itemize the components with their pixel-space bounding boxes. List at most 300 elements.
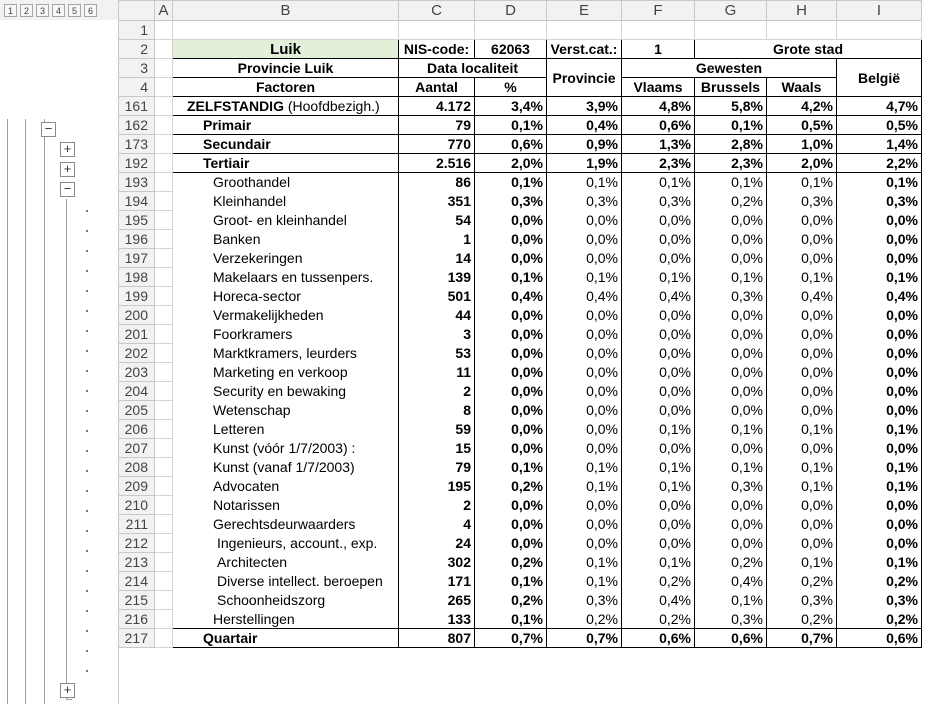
brussels-cell[interactable]: 0,1% — [695, 173, 767, 192]
factor-label-cell[interactable] — [173, 116, 399, 135]
cell[interactable] — [155, 344, 173, 363]
belgie-cell[interactable]: 0,0% — [837, 496, 922, 515]
vlaams-cell[interactable]: 0,6% — [622, 629, 695, 648]
waals-cell[interactable]: 0,3% — [767, 591, 837, 610]
waals-cell[interactable]: 0,0% — [767, 211, 837, 230]
factor-label-cell[interactable] — [173, 344, 399, 363]
vlaams-cell[interactable]: 0,1% — [622, 458, 695, 477]
factor-label-cell[interactable] — [173, 496, 399, 515]
row-header[interactable]: 206 — [119, 420, 155, 439]
belgie-cell[interactable]: 0,1% — [837, 173, 922, 192]
cell[interactable] — [155, 287, 173, 306]
cell[interactable] — [155, 629, 173, 648]
waals-cell[interactable]: 0,0% — [767, 344, 837, 363]
aantal-cell[interactable]: 86 — [399, 173, 475, 192]
column-header-i[interactable]: I — [837, 1, 922, 21]
vlaams-cell[interactable]: 0,0% — [622, 439, 695, 458]
expand-group-162-button[interactable]: + — [60, 142, 75, 157]
factor-label-cell[interactable] — [173, 610, 399, 629]
cell[interactable] — [173, 21, 399, 40]
brussels-cell[interactable]: 0,3% — [695, 477, 767, 496]
waals-cell[interactable]: 0,5% — [767, 116, 837, 135]
belgie-cell[interactable]: 0,6% — [837, 629, 922, 648]
factor-label-cell[interactable] — [173, 401, 399, 420]
outline-level-6-button[interactable]: 6 — [84, 4, 97, 17]
column-header-h[interactable]: H — [767, 1, 837, 21]
percent-cell[interactable]: 0,0% — [475, 439, 547, 458]
aantal-cell[interactable]: 3 — [399, 325, 475, 344]
percent-cell[interactable]: 0,2% — [475, 477, 547, 496]
cell[interactable] — [155, 97, 173, 116]
column-header-a[interactable]: A — [155, 1, 173, 21]
brussels-cell[interactable]: 0,1% — [695, 116, 767, 135]
belgie-cell[interactable]: 0,0% — [837, 534, 922, 553]
outline-level-3-button[interactable]: 3 — [36, 4, 49, 17]
verst-cat-label-cell[interactable]: Verst.cat.: — [547, 40, 622, 59]
column-header-d[interactable]: D — [475, 1, 547, 21]
cell[interactable] — [155, 610, 173, 629]
waals-cell[interactable]: 0,4% — [767, 287, 837, 306]
row-header[interactable]: 205 — [119, 401, 155, 420]
factor-label-cell[interactable] — [173, 534, 399, 553]
factor-label-cell[interactable] — [173, 515, 399, 534]
belgie-cell[interactable]: 0,0% — [837, 363, 922, 382]
percent-cell[interactable]: 0,0% — [475, 401, 547, 420]
provincie-cell[interactable]: 0,0% — [547, 325, 622, 344]
row-header[interactable]: 204 — [119, 382, 155, 401]
waals-cell[interactable]: 1,0% — [767, 135, 837, 154]
brussels-cell[interactable]: 0,0% — [695, 249, 767, 268]
brussels-cell[interactable]: 0,0% — [695, 401, 767, 420]
vlaams-cell[interactable]: 0,0% — [622, 230, 695, 249]
cell[interactable] — [155, 496, 173, 515]
row-header[interactable]: 217 — [119, 629, 155, 648]
row-header[interactable]: 199 — [119, 287, 155, 306]
percent-cell[interactable]: 0,0% — [475, 249, 547, 268]
column-header-f[interactable]: F — [622, 1, 695, 21]
percent-cell[interactable]: 0,0% — [475, 344, 547, 363]
belgie-cell[interactable]: 0,0% — [837, 230, 922, 249]
cell[interactable] — [155, 591, 173, 610]
row-header[interactable]: 209 — [119, 477, 155, 496]
provincie-cell[interactable]: 0,0% — [547, 211, 622, 230]
waals-cell[interactable]: 0,1% — [767, 477, 837, 496]
municipality-title-cell[interactable]: Luik — [173, 40, 399, 59]
belgie-cell[interactable]: 0,0% — [837, 401, 922, 420]
aantal-cell[interactable]: 4 — [399, 515, 475, 534]
vlaams-cell[interactable]: 0,1% — [622, 268, 695, 287]
brussels-header-cell[interactable]: Brussels — [695, 78, 767, 97]
cell[interactable] — [155, 572, 173, 591]
factor-label-cell[interactable] — [173, 211, 399, 230]
row-header[interactable]: 211 — [119, 515, 155, 534]
belgie-cell[interactable]: 0,1% — [837, 553, 922, 572]
brussels-cell[interactable]: 0,0% — [695, 382, 767, 401]
aantal-cell[interactable]: 139 — [399, 268, 475, 287]
provincie-cell[interactable]: 0,1% — [547, 553, 622, 572]
factor-label-cell[interactable] — [173, 629, 399, 648]
waals-cell[interactable]: 0,0% — [767, 325, 837, 344]
cell[interactable] — [695, 21, 767, 40]
cell[interactable] — [155, 306, 173, 325]
vlaams-cell[interactable]: 0,2% — [622, 610, 695, 629]
waals-cell[interactable]: 0,0% — [767, 363, 837, 382]
provincie-cell[interactable]: 0,1% — [547, 477, 622, 496]
vlaams-cell[interactable]: 0,0% — [622, 211, 695, 230]
percent-cell[interactable]: 3,4% — [475, 97, 547, 116]
brussels-cell[interactable]: 2,8% — [695, 135, 767, 154]
cell[interactable] — [155, 211, 173, 230]
cell[interactable] — [399, 21, 475, 40]
gewesten-header-cell[interactable]: Gewesten — [622, 59, 837, 78]
belgie-cell[interactable]: 1,4% — [837, 135, 922, 154]
brussels-cell[interactable]: 0,1% — [695, 268, 767, 287]
belgie-cell[interactable]: 0,0% — [837, 325, 922, 344]
factor-label-cell[interactable] — [173, 325, 399, 344]
row-header[interactable]: 161 — [119, 97, 155, 116]
waals-cell[interactable]: 0,3% — [767, 192, 837, 211]
percent-cell[interactable]: 0,0% — [475, 534, 547, 553]
outline-level-2-button[interactable]: 2 — [20, 4, 33, 17]
belgie-cell[interactable]: 0,0% — [837, 344, 922, 363]
cell[interactable] — [155, 401, 173, 420]
brussels-cell[interactable]: 0,0% — [695, 325, 767, 344]
aantal-cell[interactable]: 8 — [399, 401, 475, 420]
percent-cell[interactable]: 0,2% — [475, 553, 547, 572]
aantal-cell[interactable]: 351 — [399, 192, 475, 211]
column-header-g[interactable]: G — [695, 1, 767, 21]
waals-cell[interactable]: 4,2% — [767, 97, 837, 116]
aantal-cell[interactable]: 770 — [399, 135, 475, 154]
factor-label-cell[interactable] — [173, 268, 399, 287]
factor-label-cell[interactable] — [173, 572, 399, 591]
cell[interactable] — [155, 439, 173, 458]
cell[interactable] — [837, 21, 922, 40]
belgie-cell[interactable]: 0,3% — [837, 192, 922, 211]
belgie-header-cell[interactable]: België — [837, 59, 922, 97]
percent-cell[interactable]: 0,0% — [475, 363, 547, 382]
waals-cell[interactable]: 0,0% — [767, 382, 837, 401]
select-all-corner[interactable] — [119, 1, 155, 21]
percent-cell[interactable]: 0,1% — [475, 572, 547, 591]
vlaams-cell[interactable]: 0,0% — [622, 496, 695, 515]
factoren-header-cell[interactable]: Factoren — [173, 78, 399, 97]
brussels-cell[interactable]: 0,0% — [695, 534, 767, 553]
cell[interactable] — [155, 420, 173, 439]
factor-label-cell[interactable] — [173, 553, 399, 572]
aantal-cell[interactable]: 2.516 — [399, 154, 475, 173]
factor-label-cell[interactable] — [173, 420, 399, 439]
aantal-cell[interactable]: 44 — [399, 306, 475, 325]
factor-label-cell[interactable] — [173, 306, 399, 325]
provincie-cell[interactable]: 1,9% — [547, 154, 622, 173]
row-header[interactable]: 200 — [119, 306, 155, 325]
row-header[interactable]: 173 — [119, 135, 155, 154]
percent-cell[interactable]: 0,3% — [475, 192, 547, 211]
brussels-cell[interactable]: 0,1% — [695, 458, 767, 477]
vlaams-cell[interactable]: 0,4% — [622, 287, 695, 306]
brussels-cell[interactable]: 0,1% — [695, 591, 767, 610]
aantal-cell[interactable]: 54 — [399, 211, 475, 230]
outline-level-4-button[interactable]: 4 — [52, 4, 65, 17]
cell[interactable] — [155, 325, 173, 344]
cell[interactable] — [155, 268, 173, 287]
cell[interactable] — [155, 515, 173, 534]
provincie-cell[interactable]: 0,0% — [547, 496, 622, 515]
aantal-cell[interactable]: 24 — [399, 534, 475, 553]
row-header[interactable]: 195 — [119, 211, 155, 230]
vlaams-cell[interactable]: 0,0% — [622, 344, 695, 363]
waals-cell[interactable]: 0,0% — [767, 515, 837, 534]
brussels-cell[interactable]: 0,0% — [695, 306, 767, 325]
aantal-cell[interactable]: 79 — [399, 116, 475, 135]
percent-cell[interactable]: 0,0% — [475, 496, 547, 515]
factor-label-cell[interactable] — [173, 192, 399, 211]
outline-level-1-button[interactable]: 1 — [4, 4, 17, 17]
provincie-cell[interactable]: 0,7% — [547, 629, 622, 648]
aantal-cell[interactable]: 11 — [399, 363, 475, 382]
vlaams-cell[interactable]: 0,0% — [622, 325, 695, 344]
brussels-cell[interactable]: 0,3% — [695, 287, 767, 306]
factor-label-cell[interactable] — [173, 97, 399, 116]
cell[interactable] — [155, 40, 173, 59]
waals-cell[interactable]: 0,2% — [767, 610, 837, 629]
belgie-cell[interactable]: 0,0% — [837, 249, 922, 268]
belgie-cell[interactable]: 0,1% — [837, 268, 922, 287]
vlaams-cell[interactable]: 0,3% — [622, 192, 695, 211]
cell[interactable] — [767, 21, 837, 40]
cell[interactable] — [155, 249, 173, 268]
provincie-cell[interactable]: 3,9% — [547, 97, 622, 116]
belgie-cell[interactable]: 0,3% — [837, 591, 922, 610]
waals-cell[interactable]: 0,1% — [767, 173, 837, 192]
percent-cell[interactable]: 2,0% — [475, 154, 547, 173]
percent-header-cell[interactable]: % — [475, 78, 547, 97]
provincie-cell[interactable]: 0,1% — [547, 458, 622, 477]
aantal-cell[interactable]: 14 — [399, 249, 475, 268]
aantal-cell[interactable]: 133 — [399, 610, 475, 629]
provincie-cell[interactable]: 0,1% — [547, 268, 622, 287]
provincie-cell[interactable]: 0,9% — [547, 135, 622, 154]
waals-cell[interactable]: 0,0% — [767, 534, 837, 553]
outline-level-5-button[interactable]: 5 — [68, 4, 81, 17]
belgie-cell[interactable]: 0,0% — [837, 382, 922, 401]
cell[interactable] — [155, 458, 173, 477]
vlaams-cell[interactable]: 0,0% — [622, 306, 695, 325]
factor-label-cell[interactable] — [173, 363, 399, 382]
belgie-cell[interactable]: 0,1% — [837, 420, 922, 439]
waals-cell[interactable]: 2,0% — [767, 154, 837, 173]
factor-label-cell[interactable] — [173, 439, 399, 458]
row-header[interactable]: 196 — [119, 230, 155, 249]
waals-header-cell[interactable]: Waals — [767, 78, 837, 97]
brussels-cell[interactable]: 5,8% — [695, 97, 767, 116]
factor-label-cell[interactable] — [173, 230, 399, 249]
brussels-cell[interactable]: 0,2% — [695, 553, 767, 572]
belgie-cell[interactable]: 2,2% — [837, 154, 922, 173]
cell[interactable] — [155, 59, 173, 78]
column-header-e[interactable]: E — [547, 1, 622, 21]
brussels-cell[interactable]: 0,1% — [695, 420, 767, 439]
belgie-cell[interactable]: 0,0% — [837, 515, 922, 534]
brussels-cell[interactable]: 0,0% — [695, 439, 767, 458]
vlaams-cell[interactable]: 0,0% — [622, 382, 695, 401]
vlaams-cell[interactable]: 0,0% — [622, 515, 695, 534]
brussels-cell[interactable]: 0,0% — [695, 515, 767, 534]
provincie-cell[interactable]: 0,0% — [547, 515, 622, 534]
belgie-cell[interactable]: 0,1% — [837, 477, 922, 496]
waals-cell[interactable]: 0,0% — [767, 401, 837, 420]
percent-cell[interactable]: 0,7% — [475, 629, 547, 648]
nis-code-value-cell[interactable]: 62063 — [475, 40, 547, 59]
aantal-cell[interactable]: 171 — [399, 572, 475, 591]
provincie-cell[interactable]: 0,0% — [547, 306, 622, 325]
brussels-cell[interactable]: 0,0% — [695, 344, 767, 363]
data-localiteit-header-cell[interactable]: Data localiteit — [399, 59, 547, 78]
belgie-cell[interactable]: 0,2% — [837, 572, 922, 591]
vlaams-header-cell[interactable]: Vlaams — [622, 78, 695, 97]
cell[interactable] — [155, 21, 173, 40]
percent-cell[interactable]: 0,0% — [475, 325, 547, 344]
vlaams-cell[interactable]: 0,1% — [622, 553, 695, 572]
aantal-cell[interactable]: 195 — [399, 477, 475, 496]
row-header[interactable]: 213 — [119, 553, 155, 572]
row-header[interactable]: 207 — [119, 439, 155, 458]
aantal-cell[interactable]: 4.172 — [399, 97, 475, 116]
cell[interactable] — [155, 230, 173, 249]
cell[interactable] — [547, 21, 622, 40]
provincie-cell[interactable]: 0,3% — [547, 192, 622, 211]
provincie-header-cell[interactable]: Provincie — [547, 59, 622, 97]
provincie-cell[interactable]: 0,0% — [547, 363, 622, 382]
belgie-cell[interactable]: 0,4% — [837, 287, 922, 306]
row-header[interactable]: 192 — [119, 154, 155, 173]
cell[interactable] — [155, 78, 173, 97]
row-header[interactable]: 216 — [119, 610, 155, 629]
waals-cell[interactable]: 0,1% — [767, 553, 837, 572]
waals-cell[interactable]: 0,0% — [767, 496, 837, 515]
waals-cell[interactable]: 0,0% — [767, 230, 837, 249]
provincie-cell[interactable]: 0,0% — [547, 534, 622, 553]
row-header[interactable]: 203 — [119, 363, 155, 382]
vlaams-cell[interactable]: 0,4% — [622, 591, 695, 610]
cell[interactable] — [155, 382, 173, 401]
waals-cell[interactable]: 0,0% — [767, 439, 837, 458]
vlaams-cell[interactable]: 0,2% — [622, 572, 695, 591]
belgie-cell[interactable]: 4,7% — [837, 97, 922, 116]
cell[interactable] — [155, 192, 173, 211]
provincie-cell[interactable]: 0,0% — [547, 230, 622, 249]
expand-group-173-button[interactable]: + — [60, 162, 75, 177]
factor-label-cell[interactable] — [173, 477, 399, 496]
brussels-cell[interactable]: 0,0% — [695, 211, 767, 230]
waals-cell[interactable]: 0,7% — [767, 629, 837, 648]
aantal-cell[interactable]: 53 — [399, 344, 475, 363]
belgie-cell[interactable]: 0,0% — [837, 439, 922, 458]
provincie-cell[interactable]: 0,2% — [547, 610, 622, 629]
brussels-cell[interactable]: 0,0% — [695, 230, 767, 249]
provincie-cell[interactable]: 0,0% — [547, 249, 622, 268]
vlaams-cell[interactable]: 0,0% — [622, 534, 695, 553]
aantal-cell[interactable]: 1 — [399, 230, 475, 249]
percent-cell[interactable]: 0,1% — [475, 458, 547, 477]
waals-cell[interactable]: 0,1% — [767, 458, 837, 477]
verst-cat-value-cell[interactable]: 1 — [622, 40, 695, 59]
row-header[interactable]: 215 — [119, 591, 155, 610]
row-header[interactable]: 197 — [119, 249, 155, 268]
row-header[interactable]: 162 — [119, 116, 155, 135]
row-header[interactable]: 201 — [119, 325, 155, 344]
waals-cell[interactable]: 0,1% — [767, 420, 837, 439]
row-header[interactable]: 210 — [119, 496, 155, 515]
collapse-group-192-button[interactable]: − — [60, 182, 75, 197]
belgie-cell[interactable]: 0,0% — [837, 211, 922, 230]
row-header[interactable]: 194 — [119, 192, 155, 211]
percent-cell[interactable]: 0,0% — [475, 211, 547, 230]
cell[interactable] — [155, 477, 173, 496]
brussels-cell[interactable]: 2,3% — [695, 154, 767, 173]
belgie-cell[interactable]: 0,5% — [837, 116, 922, 135]
city-category-cell[interactable]: Grote stad — [695, 40, 922, 59]
aantal-cell[interactable]: 807 — [399, 629, 475, 648]
provincie-cell[interactable]: 0,0% — [547, 382, 622, 401]
cell[interactable] — [155, 363, 173, 382]
provincie-cell[interactable]: 0,0% — [547, 420, 622, 439]
aantal-cell[interactable]: 302 — [399, 553, 475, 572]
row-header[interactable]: 3 — [119, 59, 155, 78]
vlaams-cell[interactable]: 0,1% — [622, 477, 695, 496]
aantal-cell[interactable]: 501 — [399, 287, 475, 306]
province-header-cell[interactable]: Provincie Luik — [173, 59, 399, 78]
factor-label-cell[interactable] — [173, 382, 399, 401]
vlaams-cell[interactable]: 0,0% — [622, 401, 695, 420]
aantal-cell[interactable]: 15 — [399, 439, 475, 458]
percent-cell[interactable]: 0,0% — [475, 230, 547, 249]
percent-cell[interactable]: 0,1% — [475, 610, 547, 629]
row-header[interactable]: 4 — [119, 78, 155, 97]
row-header[interactable]: 208 — [119, 458, 155, 477]
waals-cell[interactable]: 0,2% — [767, 572, 837, 591]
provincie-cell[interactable]: 0,0% — [547, 344, 622, 363]
waals-cell[interactable]: 0,1% — [767, 268, 837, 287]
aantal-cell[interactable]: 79 — [399, 458, 475, 477]
provincie-cell[interactable]: 0,4% — [547, 116, 622, 135]
aantal-cell[interactable]: 265 — [399, 591, 475, 610]
provincie-cell[interactable]: 0,0% — [547, 439, 622, 458]
waals-cell[interactable]: 0,0% — [767, 249, 837, 268]
collapse-group-161-button[interactable]: − — [41, 122, 56, 137]
brussels-cell[interactable]: 0,2% — [695, 192, 767, 211]
vlaams-cell[interactable]: 1,3% — [622, 135, 695, 154]
column-header-c[interactable]: C — [399, 1, 475, 21]
cell[interactable] — [155, 173, 173, 192]
cell[interactable] — [155, 116, 173, 135]
brussels-cell[interactable]: 0,3% — [695, 610, 767, 629]
provincie-cell[interactable]: 0,1% — [547, 173, 622, 192]
percent-cell[interactable]: 0,0% — [475, 420, 547, 439]
provincie-cell[interactable]: 0,1% — [547, 572, 622, 591]
belgie-cell[interactable]: 0,0% — [837, 306, 922, 325]
row-header[interactable]: 2 — [119, 40, 155, 59]
factor-label-cell[interactable] — [173, 287, 399, 306]
vlaams-cell[interactable]: 0,1% — [622, 420, 695, 439]
brussels-cell[interactable]: 0,6% — [695, 629, 767, 648]
percent-cell[interactable]: 0,2% — [475, 591, 547, 610]
aantal-header-cell[interactable]: Aantal — [399, 78, 475, 97]
provincie-cell[interactable]: 0,0% — [547, 401, 622, 420]
factor-label-cell[interactable] — [173, 135, 399, 154]
percent-cell[interactable]: 0,4% — [475, 287, 547, 306]
